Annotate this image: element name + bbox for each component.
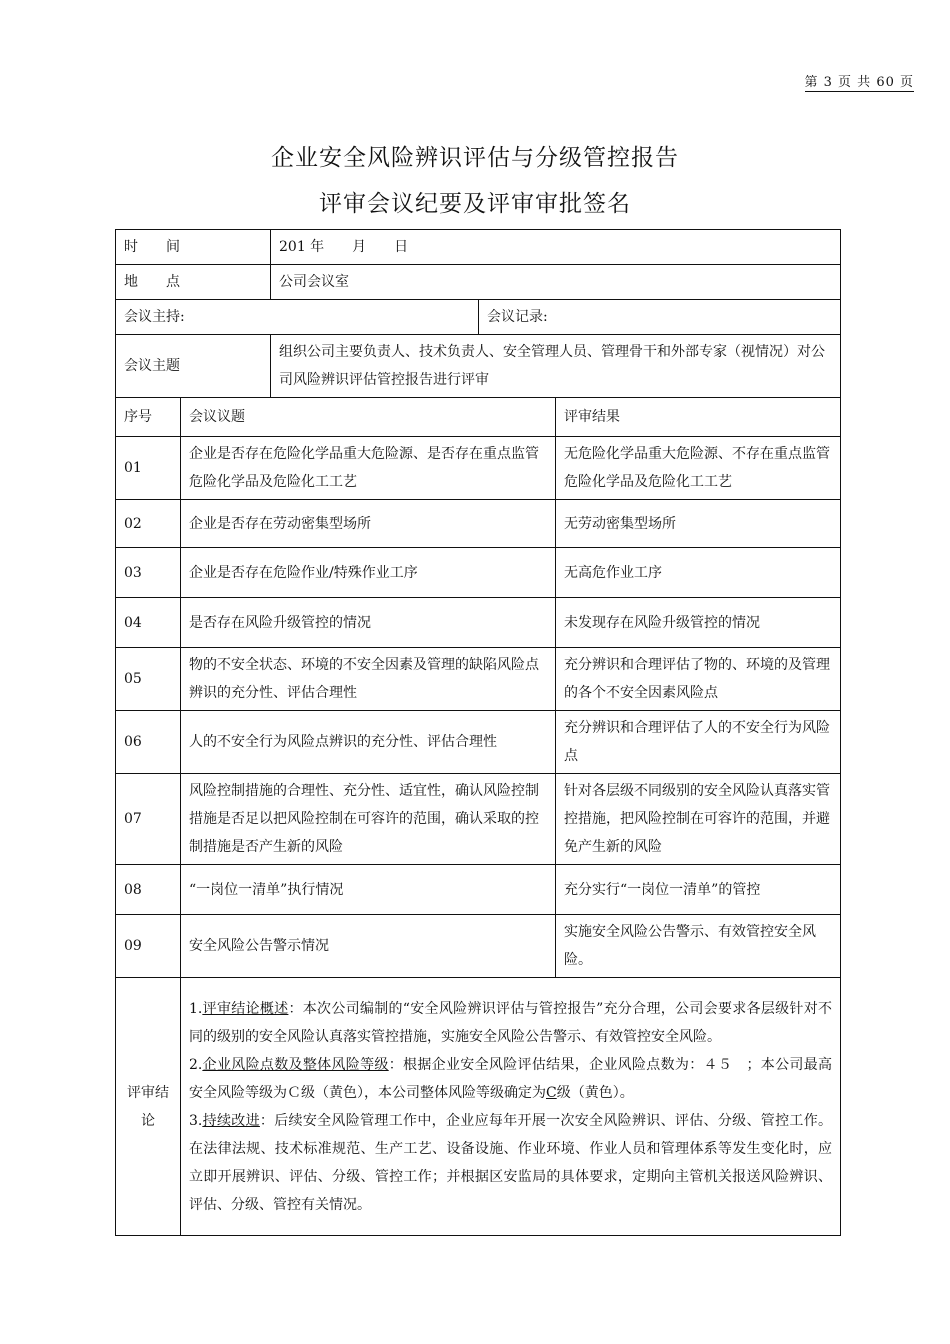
agenda-result: 无劳动密集型场所	[556, 500, 841, 548]
agenda-no: 08	[116, 865, 181, 915]
agenda-item: 人的不安全行为风险点辨识的充分性、评估合理性	[181, 711, 556, 774]
table-row	[116, 915, 841, 978]
table-row	[116, 774, 841, 865]
conclusion-improvement: 3.持续改进：后续安全风险管理工作中，企业应每年开展一次安全风险辨识、评估、分级、管控工作。在法律法规、技术标准规范、生产工艺、设备设施、作业环境、作业人员和管理体系等发生变化时，应立即开展辨识、评估、分级、管控工作；并根据区安监局的具体要求，定期向主管机关报送风险辨识、评估、分级、管控有关情况。	[189, 1112, 833, 1213]
agenda-no: 04	[116, 598, 181, 648]
agenda-no: 09	[116, 915, 181, 978]
agenda-result: 充分辨识和合理评估了物的、环境的及管理的各个不安全因素风险点	[556, 648, 841, 711]
agenda-no: 07	[116, 774, 181, 865]
table-row	[116, 648, 841, 711]
improvement-heading: 持续改进	[202, 1112, 260, 1129]
overall-grade: C	[546, 1084, 557, 1101]
agenda-no: 02	[116, 500, 181, 548]
agenda-no: 05	[116, 648, 181, 711]
agenda-item: 企业是否存在危险作业/特殊作业工序	[181, 548, 556, 598]
agenda-item: 企业是否存在危险化学品重大危险源、是否存在重点监管危险化学品及危险化工工艺	[181, 437, 556, 500]
agenda-header-result: 评审结果	[556, 398, 841, 437]
document-title: 企业安全风险辨识评估与分级管控报告	[271, 145, 679, 171]
agenda-result: 无危险化学品重大危险源、不存在重点监管危险化学品及危险化工工艺	[556, 437, 841, 500]
table-row	[116, 500, 841, 548]
table-row	[116, 711, 841, 774]
agenda-item: 物的不安全状态、环境的不安全因素及管理的缺陷风险点辨识的充分性、评估合理性	[181, 648, 556, 711]
agenda-result: 充分实行“一岗位一清单”的管控	[556, 865, 841, 915]
page-indicator: 第 3 页 共 60 页	[805, 71, 914, 92]
place-value: 公司会议室	[271, 265, 841, 300]
agenda-result: 实施安全风险公告警示、有效管控安全风险。	[556, 915, 841, 978]
agenda-no: 03	[116, 548, 181, 598]
agenda-result: 无高危作业工序	[556, 548, 841, 598]
table-row	[116, 598, 841, 648]
agenda-result: 未发现存在风险升级管控的情况	[556, 598, 841, 648]
agenda-header-item: 会议议题	[181, 398, 556, 437]
conclusion-summary: 1.评审结论概述：本次公司编制的“安全风险辨识评估与管控报告”充分合理，公司会要求各层级针对不同的级别的安全风险认真落实管控措施，实施安全风险公告警示、有效管控安全风险。	[189, 1000, 833, 1045]
conclusion-risk-level: 2.企业风险点数及整体风险等级：根据企业安全风险评估结果，企业风险点数为：４５ ；本公司最高安全风险等级为Ｃ级（黄色），本公司整体风险等级确定为C级（黄色）。	[189, 1056, 833, 1101]
review-table	[115, 229, 841, 1236]
time-label: 时 间	[116, 230, 271, 265]
agenda-item: 安全风险公告警示情况	[181, 915, 556, 978]
time-value: 201 年 月 日	[271, 230, 841, 265]
risk-level-heading: 企业风险点数及整体风险等级	[202, 1056, 389, 1073]
recorder-label: 会议记录:	[479, 300, 841, 335]
agenda-no: 01	[116, 437, 181, 500]
document-subtitle: 评审会议纪要及评审审批签名	[319, 191, 631, 217]
conclusion-label: 评审结论	[116, 978, 181, 1236]
place-label: 地 点	[116, 265, 271, 300]
summary-heading: 评审结论概述	[202, 1000, 289, 1017]
agenda-result: 针对各层级不同级别的安全风险认真落实管控措施，把风险控制在可容许的范围，并避免产生新的风险	[556, 774, 841, 865]
conclusion-content	[181, 978, 841, 1236]
agenda-item: 是否存在风险升级管控的情况	[181, 598, 556, 648]
table-row	[116, 548, 841, 598]
table-row	[116, 437, 841, 500]
host-label: 会议主持:	[116, 300, 479, 335]
agenda-result: 充分辨识和合理评估了人的不安全行为风险点	[556, 711, 841, 774]
topic-value: 组织公司主要负责人、技术负责人、安全管理人员、管理骨干和外部专家（视情况）对公司风险辨识评估管控报告进行评审	[271, 335, 841, 398]
agenda-no: 06	[116, 711, 181, 774]
agenda-item: 企业是否存在劳动密集型场所	[181, 500, 556, 548]
agenda-header-no: 序号	[116, 398, 181, 437]
table-row	[116, 865, 841, 915]
topic-label: 会议主题	[116, 335, 271, 398]
agenda-item: 风险控制措施的合理性、充分性、适宜性，确认风险控制措施是否足以把风险控制在可容许的范围，确认采取的控制措施是否产生新的风险	[181, 774, 556, 865]
agenda-item: “一岗位一清单”执行情况	[181, 865, 556, 915]
